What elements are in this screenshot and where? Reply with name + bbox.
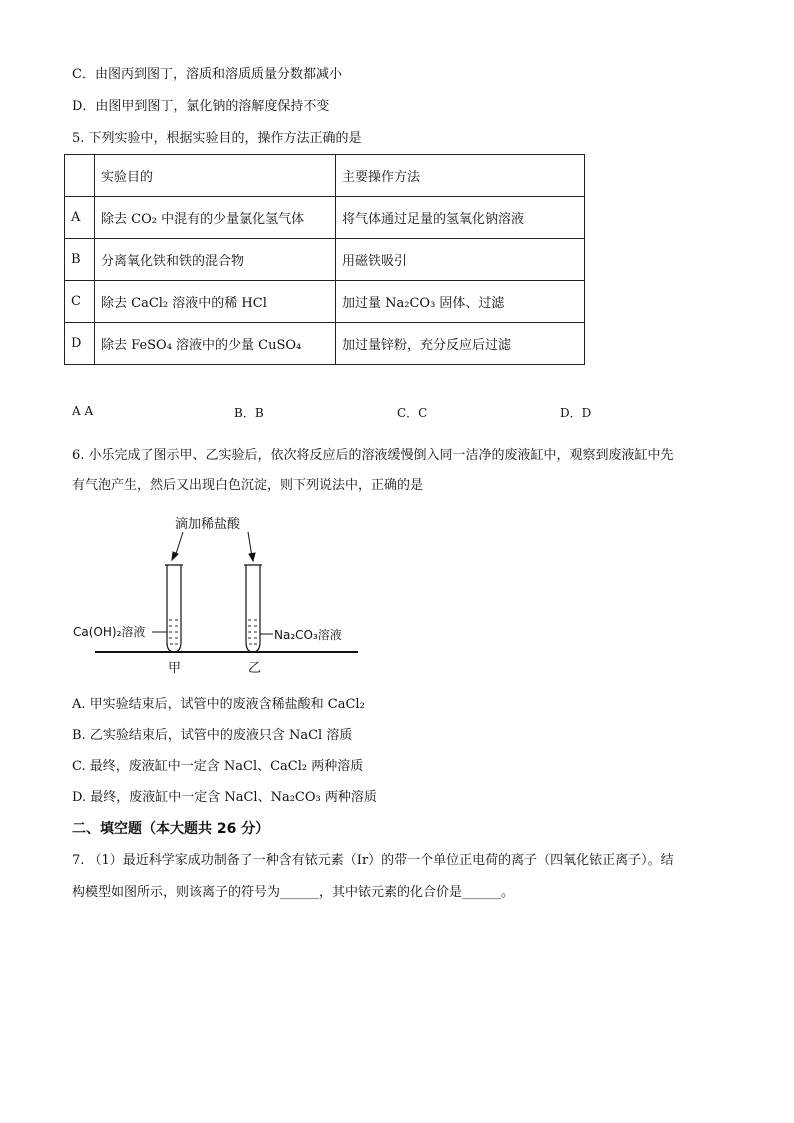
question-6-stem-line2: 有气泡产生，然后又出现白色沉淀，则下列说法中，正确的是 — [72, 478, 424, 493]
question-6-option-b: B. 乙实验结束后，试管中的废液只含 NaCl 溶质 — [72, 728, 353, 743]
left-solution-label: Ca(OH)₂溶液 — [73, 625, 146, 639]
row-purpose: 除去 CO₂ 中混有的少量氯化氢气体 — [95, 197, 336, 239]
section-heading: 二、填空题（本大题共 26 分） — [72, 821, 270, 837]
row-label: B — [65, 239, 95, 281]
experiment-figure — [68, 508, 368, 680]
row-purpose: 分离氧化铁和铁的混合物 — [95, 239, 336, 281]
option-c-prev: C．由图丙到图丁，溶质和溶质质量分数都减小 — [72, 67, 342, 82]
row-label: C — [65, 281, 95, 323]
row-purpose: 除去 CaCl₂ 溶液中的稀 HCl — [95, 281, 336, 323]
table-header-empty — [65, 155, 95, 197]
row-method: 加过量 Na₂CO₃ 固体、过滤 — [336, 281, 585, 323]
question-5-stem: 5. 下列实验中，根据实验目的，操作方法正确的是 — [72, 131, 362, 146]
test-tube-left — [165, 565, 183, 652]
liquid-hatch — [248, 620, 257, 644]
choice-b: B．B — [234, 406, 264, 420]
tube-label-right: 乙 — [248, 661, 262, 676]
question-6-option-c: C. 最终，废液缸中一定含 NaCl、CaCl₂ 两种溶质 — [72, 759, 364, 774]
row-purpose: 除去 FeSO₄ 溶液中的少量 CuSO₄ — [95, 323, 336, 365]
row-method: 用磁铁吸引 — [336, 239, 585, 281]
arrow-icon — [172, 532, 255, 561]
row-method: 将气体通过足量的氢氧化钠溶液 — [336, 197, 585, 239]
tube-label-left: 甲 — [168, 661, 182, 676]
liquid-hatch — [169, 620, 178, 644]
table-row — [65, 323, 585, 365]
question-7-line1: 7. （1）最近科学家成功制备了一种含有铱元素（Ir）的带一个单位正电荷的离子（四氧化铱正离子）。结 — [72, 853, 674, 868]
question-6-stem-line1: 6. 小乐完成了图示甲、乙实验后，依次将反应后的溶液缓慢倒入同一洁净的废液缸中，观察到废液缸中先 — [72, 448, 674, 463]
right-solution-label: Na₂CO₃溶液 — [274, 628, 342, 642]
question-6-option-a: A. 甲实验结束后，试管中的废液含稀盐酸和 CaCl₂ — [72, 697, 365, 712]
row-label: A — [65, 197, 95, 239]
question-6-option-d: D. 最终，废液缸中一定含 NaCl、Na₂CO₃ 两种溶质 — [72, 790, 377, 805]
dropper-label: 滴加稀盐酸 — [175, 517, 241, 532]
table-row — [65, 281, 585, 323]
test-tube-right — [244, 565, 262, 652]
row-method: 加过量锌粉，充分反应后过滤 — [336, 323, 585, 365]
choice-d: D．D — [560, 406, 592, 420]
experiment-table — [64, 154, 585, 365]
table-row — [65, 239, 585, 281]
table-header-purpose: 实验目的 — [95, 155, 336, 197]
table-header-method: 主要操作方法 — [336, 155, 585, 197]
choice-a: A A — [72, 404, 94, 418]
table-header-row — [65, 155, 585, 197]
row-label: D — [65, 323, 95, 365]
question-7-line2: 构模型如图所示，则该离子的符号为______，其中铱元素的化合价是______。 — [72, 885, 515, 900]
table-row — [65, 197, 585, 239]
option-d-prev: D．由图甲到图丁，氯化钠的溶解度保持不变 — [72, 99, 330, 114]
choice-c: C．C — [397, 406, 428, 420]
